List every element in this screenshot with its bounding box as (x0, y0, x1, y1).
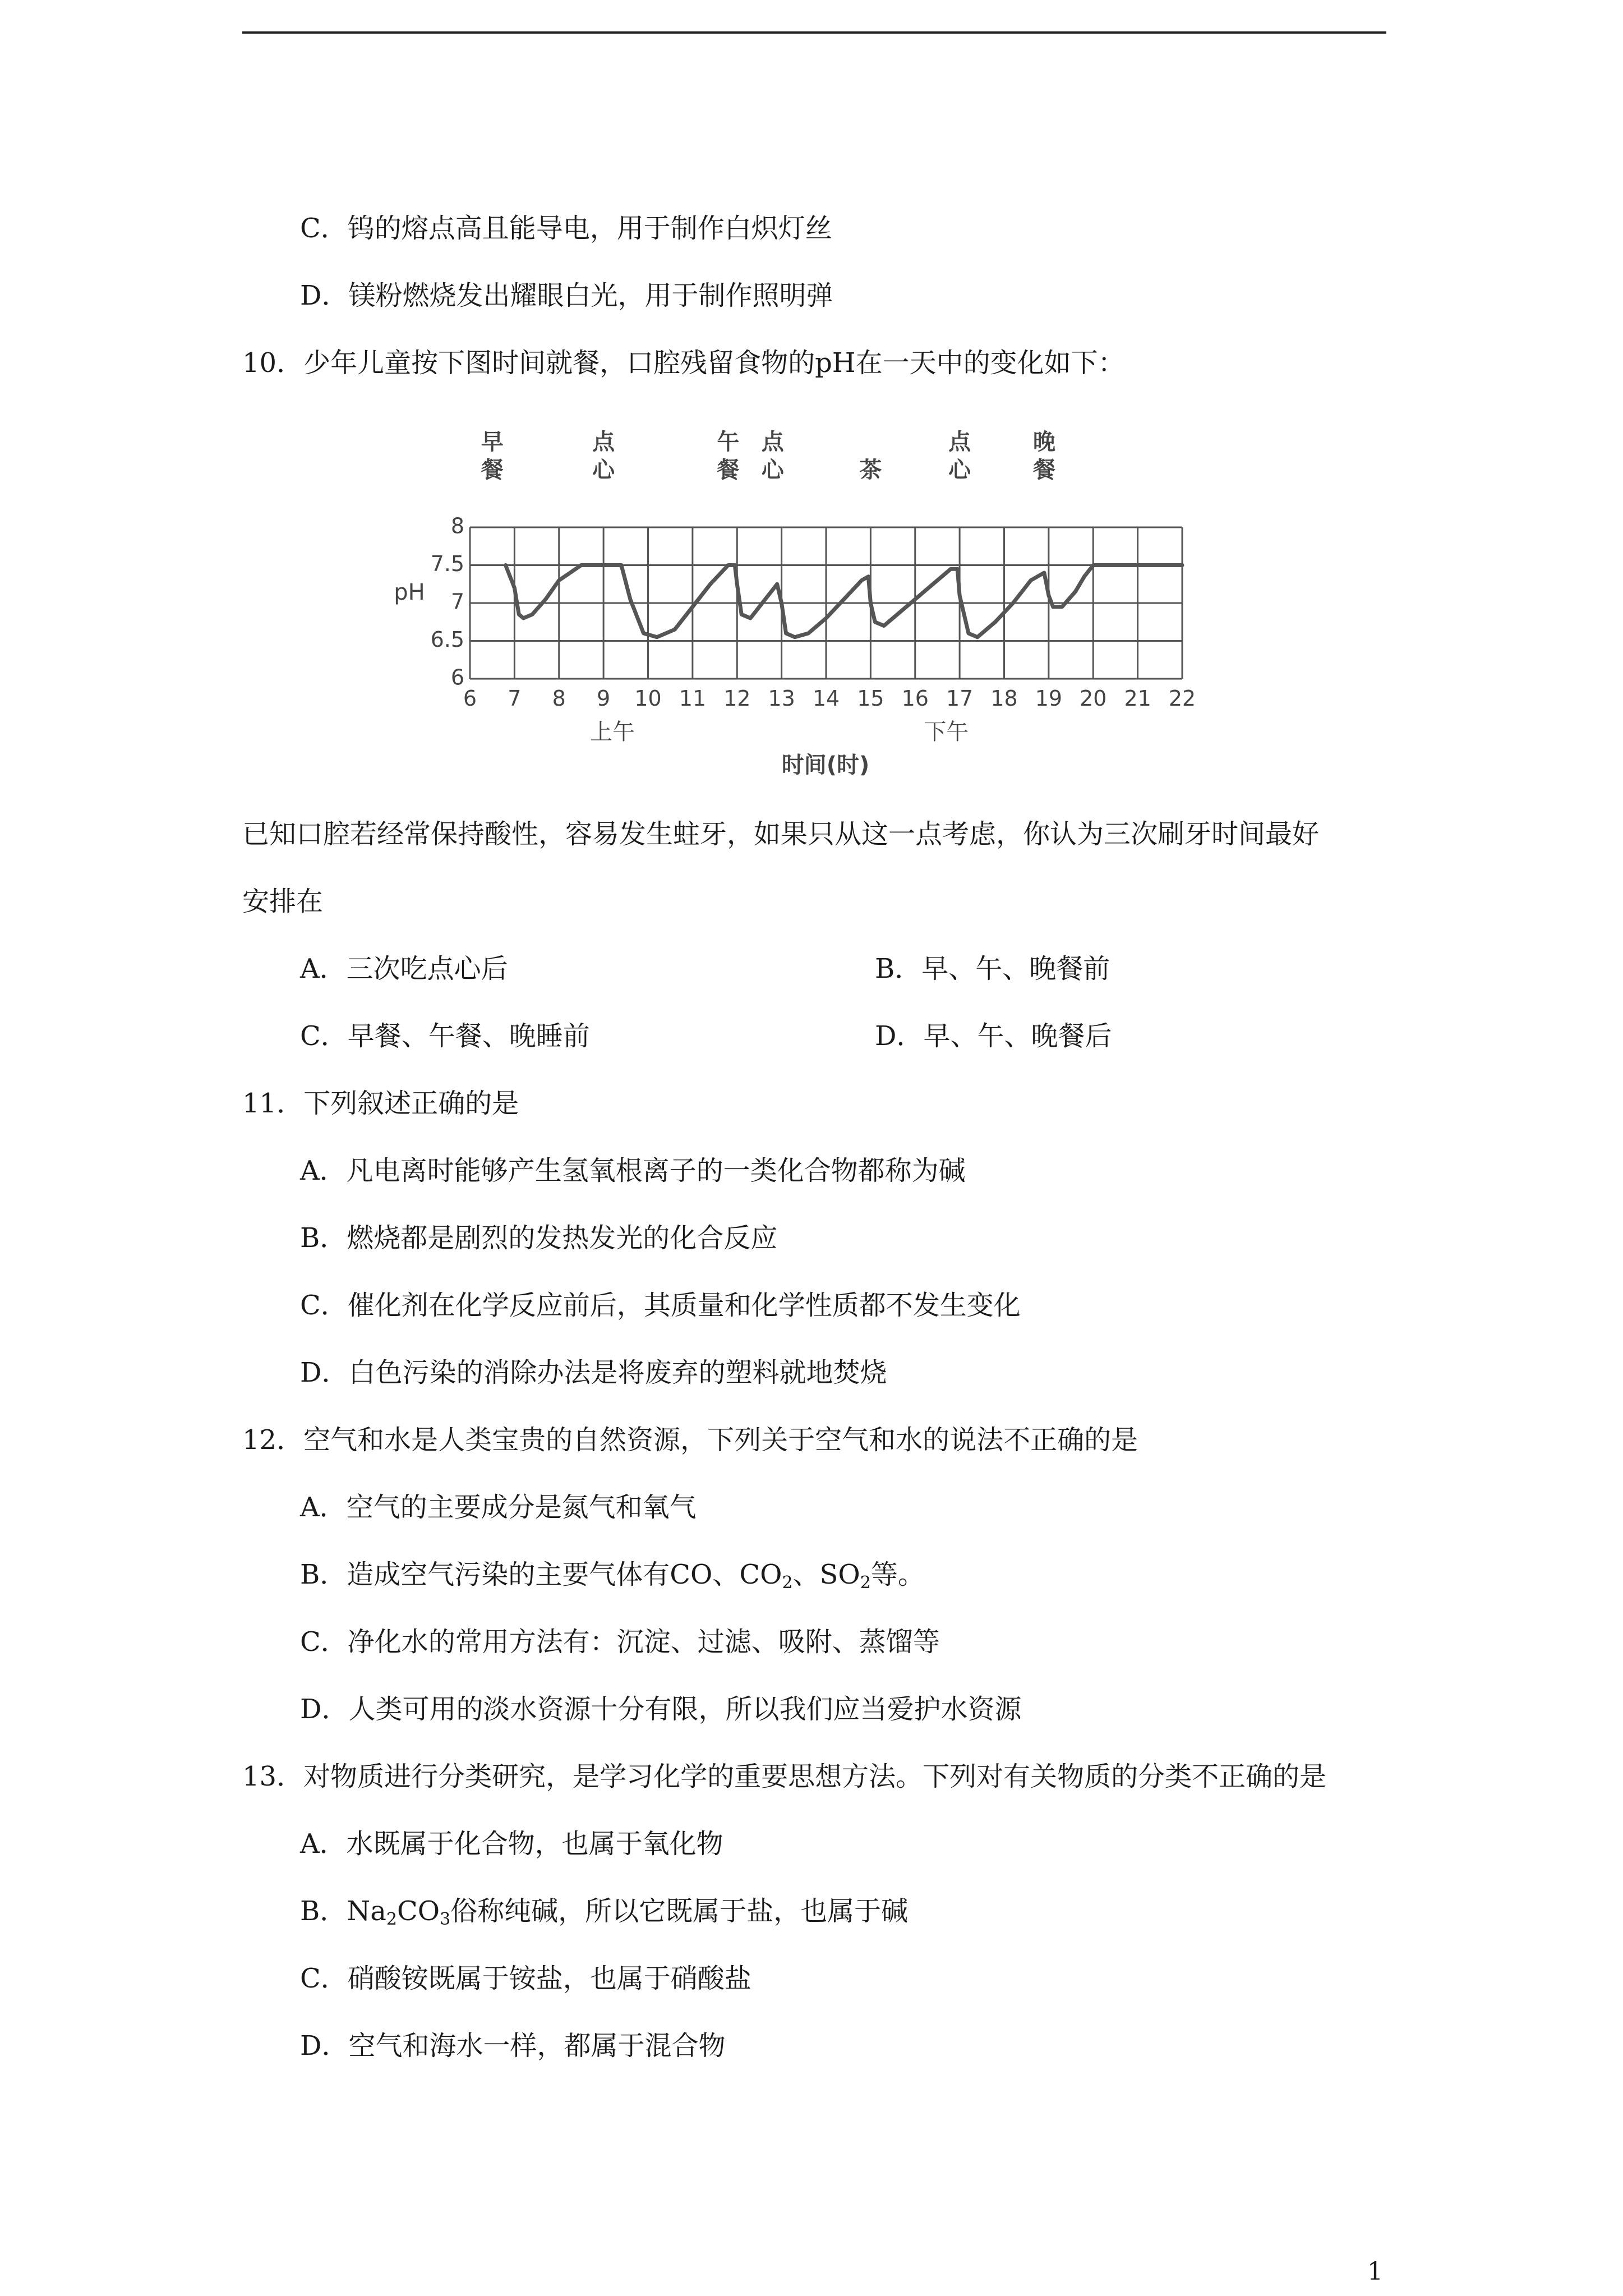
event-labels (481, 429, 1055, 483)
q10-option-b: B．早、午、晚餐前 (875, 953, 1110, 984)
q10-option-a: A．三次吃点心后 (300, 953, 508, 984)
x-tick-label: 14 (812, 686, 840, 711)
q12-option-a: A．空气的主要成分是氮气和氧气 (300, 1492, 697, 1523)
q13-b-co: CO (397, 1895, 440, 1927)
q10-stem: 10．少年儿童按下图时间就餐，口腔残留食物的pH在一天中的变化如下： (242, 347, 1125, 379)
page-number: 1 (1367, 2257, 1383, 2286)
q10-text-line1: 已知口腔若经常保持酸性，容易发生蛀牙，如果只从这一点考虑，你认为三次刷牙时间最好 (242, 818, 1320, 850)
x-tick-label: 6 (463, 686, 477, 711)
x-tick-label: 13 (768, 686, 795, 711)
q9-option-c: C．钨的熔点高且能导电，用于制作白炽灯丝 (300, 213, 832, 244)
q12-b-so: 、SO (792, 1559, 860, 1590)
x-tick-label: 11 (679, 686, 707, 711)
x-tick-label: 18 (990, 686, 1018, 711)
x-tick-label: 16 (901, 686, 929, 711)
y-tick-label: 6 (450, 665, 464, 690)
x-tick-label: 12 (723, 686, 751, 711)
x-tick-label: 9 (597, 686, 611, 711)
x-tick-label: 19 (1035, 686, 1063, 711)
event-label-char: 餐 (717, 457, 740, 483)
q11-stem: 11．下列叙述正确的是 (242, 1088, 519, 1119)
event-label-char: 早 (481, 429, 504, 455)
y-tick-label: 8 (450, 513, 464, 539)
y-tick-label: 7 (450, 589, 464, 614)
q13-option-a: A．水既属于化合物，也属于氧化物 (300, 1828, 723, 1860)
q12-option-c: C．净化水的常用方法有：沉淀、过滤、吸附、蒸馏等 (300, 1626, 940, 1658)
x-tick-label: 8 (552, 686, 566, 711)
event-label-char: 餐 (1032, 457, 1055, 483)
event-label-char: 心 (592, 457, 615, 483)
q13-b-suffix: 俗称纯碱，所以它既属于盐，也属于碱 (450, 1895, 909, 1927)
q12-option-d: D．人类可用的淡水资源十分有限，所以我们应当爱护水资源 (300, 1694, 1022, 1725)
q13-option-b (300, 1894, 908, 1928)
x-axis-label: 时间(时) (781, 752, 870, 778)
q13-b-sub-3: 3 (440, 1910, 451, 1929)
q11-option-b: B．燃烧都是剧烈的发热发光的化合反应 (300, 1222, 778, 1254)
x-tick-label: 7 (508, 686, 522, 711)
event-label-char: 茶 (859, 457, 882, 483)
event-label-char: 午 (717, 429, 740, 455)
ph-series-line (506, 565, 1183, 637)
q13-option-d: D．空气和海水一样，都属于混合物 (300, 2030, 726, 2062)
period-label: 上午 (590, 719, 635, 745)
q9-option-d: D．镁粉燃烧发出耀眼白光，用于制作照明弹 (300, 280, 833, 311)
ph-line-chart (387, 415, 1245, 785)
q12-b-co: CO、CO (670, 1559, 782, 1590)
q13-b-na: B．Na (300, 1895, 386, 1927)
q12-b-sub-2b: 2 (860, 1573, 871, 1593)
q12-stem: 12．空气和水是人类宝贵的自然资源，下列关于空气和水的说法不正确的是 (242, 1424, 1138, 1456)
x-tick-label: 15 (857, 686, 884, 711)
q13-b-sub-2: 2 (386, 1910, 397, 1929)
header-rule (242, 31, 1386, 34)
y-axis-label: pH (394, 579, 425, 605)
q11-option-d: D．白色污染的消除办法是将废弃的塑料就地焚烧 (300, 1357, 887, 1388)
q13-option-c: C．硝酸铵既属于铵盐，也属于硝酸盐 (300, 1963, 751, 1994)
q12-b-prefix: B．造成空气污染的主要气体有 (300, 1559, 670, 1590)
q12-b-sub-2a: 2 (782, 1573, 793, 1593)
y-tick-label: 7.5 (430, 551, 464, 576)
q11-option-a: A．凡电离时能够产生氢氧根离子的一类化合物都称为碱 (300, 1155, 966, 1186)
event-label-char: 点 (592, 429, 615, 455)
x-tick-label: 21 (1124, 686, 1151, 711)
x-tick-label: 22 (1168, 686, 1196, 711)
y-tick-label: 6.5 (430, 627, 464, 652)
event-label-char: 心 (948, 457, 971, 483)
period-labels (590, 719, 969, 745)
chart-grid (470, 527, 1182, 679)
event-label-char: 心 (761, 457, 784, 483)
event-label-char: 点 (948, 429, 971, 455)
x-tick-label: 10 (634, 686, 662, 711)
q10-option-c: C．早餐、午餐、晚睡前 (300, 1020, 590, 1052)
x-tick-label: 17 (946, 686, 974, 711)
q12-b-suffix: 等。 (870, 1559, 925, 1590)
period-label: 下午 (924, 719, 969, 745)
q12-option-b (300, 1558, 925, 1591)
q10-text-line2: 安排在 (242, 886, 324, 917)
event-label-char: 晚 (1032, 429, 1055, 455)
q11-option-c: C．催化剂在化学反应前后，其质量和化学性质都不发生变化 (300, 1290, 1021, 1321)
x-tick-label: 20 (1080, 686, 1107, 711)
y-tick-labels (431, 514, 464, 690)
q13-stem: 13．对物质进行分类研究，是学习化学的重要思想方法。下列对有关物质的分类不正确的是 (242, 1761, 1327, 1792)
event-label-char: 餐 (481, 457, 504, 483)
q10-option-d: D．早、午、晚餐后 (875, 1020, 1112, 1052)
event-label-char: 点 (761, 429, 784, 455)
x-tick-labels (463, 686, 1196, 711)
